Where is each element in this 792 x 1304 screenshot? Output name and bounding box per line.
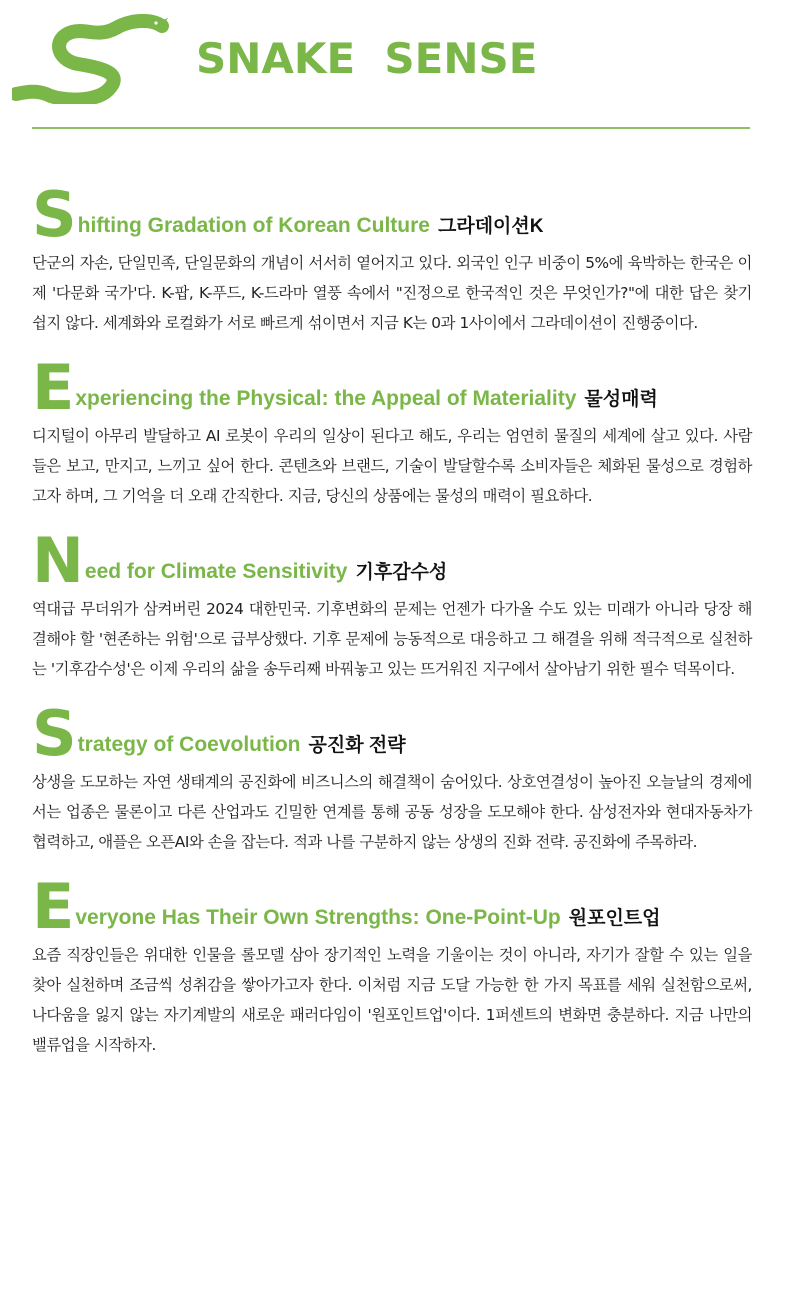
- section-body: 디지털이 아무리 발달하고 AI 로봇이 우리의 일상이 된다고 해도, 우리는 엄연히 물질의 세계에 살고 있다. 사람들은 보고, 만지고, 느끼고 싶어 한다. 콘텐츠와 브랜드, 기술이 발달할수록 소비자들은 체화된 물성으로 경험하고자 하며, 그 기억을 더 오래 간직한다. 지금, 당신의 상품에는 물성의 매력이 필요하다.: [32, 427, 752, 505]
- section-heading: [32, 345, 752, 424]
- section-title: veryone Has Their Own Strengths: One-Point-Up: [75, 906, 561, 929]
- snake-logo-icon: [12, 14, 172, 104]
- section-korean-title: 원포인트업: [568, 908, 661, 929]
- section-initial: E: [32, 870, 75, 943]
- section-shifting: [32, 172, 752, 338]
- section-korean-title: 물성매력: [584, 389, 658, 410]
- section-initial: S: [32, 697, 77, 770]
- brand-title: SNAKE SENSE: [196, 34, 538, 83]
- section-body: 요즘 직장인들은 위대한 인물을 롤모델 삼아 장기적인 노력을 기울이는 것이 아니라, 자기가 잘할 수 있는 일을 찾아 실천하며 조금씩 성취감을 쌓아가고자 한다. 이처럼 지금 도달 가능한 한 가지 목표를 세워 실천함으로써, 나다움을 잃지 않는 자기계발의 새로운 패러다임이 '원포인트업'이다. 1퍼센트의 변화면 충분하다. 지금 나만의 밸류업을 시작하자.: [32, 946, 752, 1054]
- section-heading: [32, 691, 752, 770]
- section-body: 역대급 무더위가 삼켜버린 2024 대한민국. 기후변화의 문제는 언젠가 다가올 수도 있는 미래가 아니라 당장 해결해야 할 '현존하는 위험'으로 급부상했다. 기후 문제에 능동적으로 대응하고 그 해결을 위해 적극적으로 실천하는 '기후감수성'은 이제 우리의 삶을 송두리째 바꿔놓고 있는 뜨거워진 지구에서 살아남기 위한 필수 덕목이다.: [32, 600, 752, 678]
- section-initial: E: [32, 351, 75, 424]
- section-initial: S: [32, 178, 77, 251]
- header: [0, 0, 792, 130]
- section-title: eed for Climate Sensitivity: [84, 560, 348, 583]
- section-title: hifting Gradation of Korean Culture: [77, 214, 430, 237]
- section-strategy: [32, 691, 752, 857]
- section-everyone: [32, 864, 752, 1060]
- section-heading: [32, 864, 752, 943]
- section-heading: [32, 172, 752, 251]
- section-body: 단군의 자손, 단일민족, 단일문화의 개념이 서서히 옅어지고 있다. 외국인 인구 비중이 5%에 육박하는 한국은 이제 '다문화 국가'다. K-팝, K-푸드, K-드라마 열풍 속에서 "진정으로 한국적인 것은 무엇인가?"에 대한 답은 찾기 쉽지 않다. 세계화와 로컬화가 서로 빠르게 섞이면서 지금 K는 0과 1사이에서 그라데이션이 진행중이다.: [32, 254, 752, 332]
- section-korean-title: 공진화 전략: [308, 735, 406, 756]
- section-korean-title: 기후감수성: [355, 562, 448, 583]
- section-heading: [32, 518, 752, 597]
- content: [32, 172, 752, 1060]
- section-title: xperiencing the Physical: the Appeal of Materiality: [75, 387, 577, 410]
- header-divider: [32, 127, 750, 129]
- section-initial: N: [32, 524, 84, 597]
- section-korean-title: 그라데이션K: [437, 216, 544, 237]
- section-title: trategy of Coevolution: [77, 733, 301, 756]
- section-experiencing: [32, 345, 752, 511]
- section-body: 상생을 도모하는 자연 생태계의 공진화에 비즈니스의 해결책이 숨어있다. 상호연결성이 높아진 오늘날의 경제에서는 업종은 물론이고 다른 산업과도 긴밀한 연계를 통해 공동 성장을 도모해야 한다. 삼성전자와 현대자동차가 협력하고, 애플은 오픈AI와 손을 잡는다. 적과 나를 구분하지 않는 상생의 진화 전략. 공진화에 주목하라.: [32, 773, 752, 851]
- section-need: [32, 518, 752, 684]
